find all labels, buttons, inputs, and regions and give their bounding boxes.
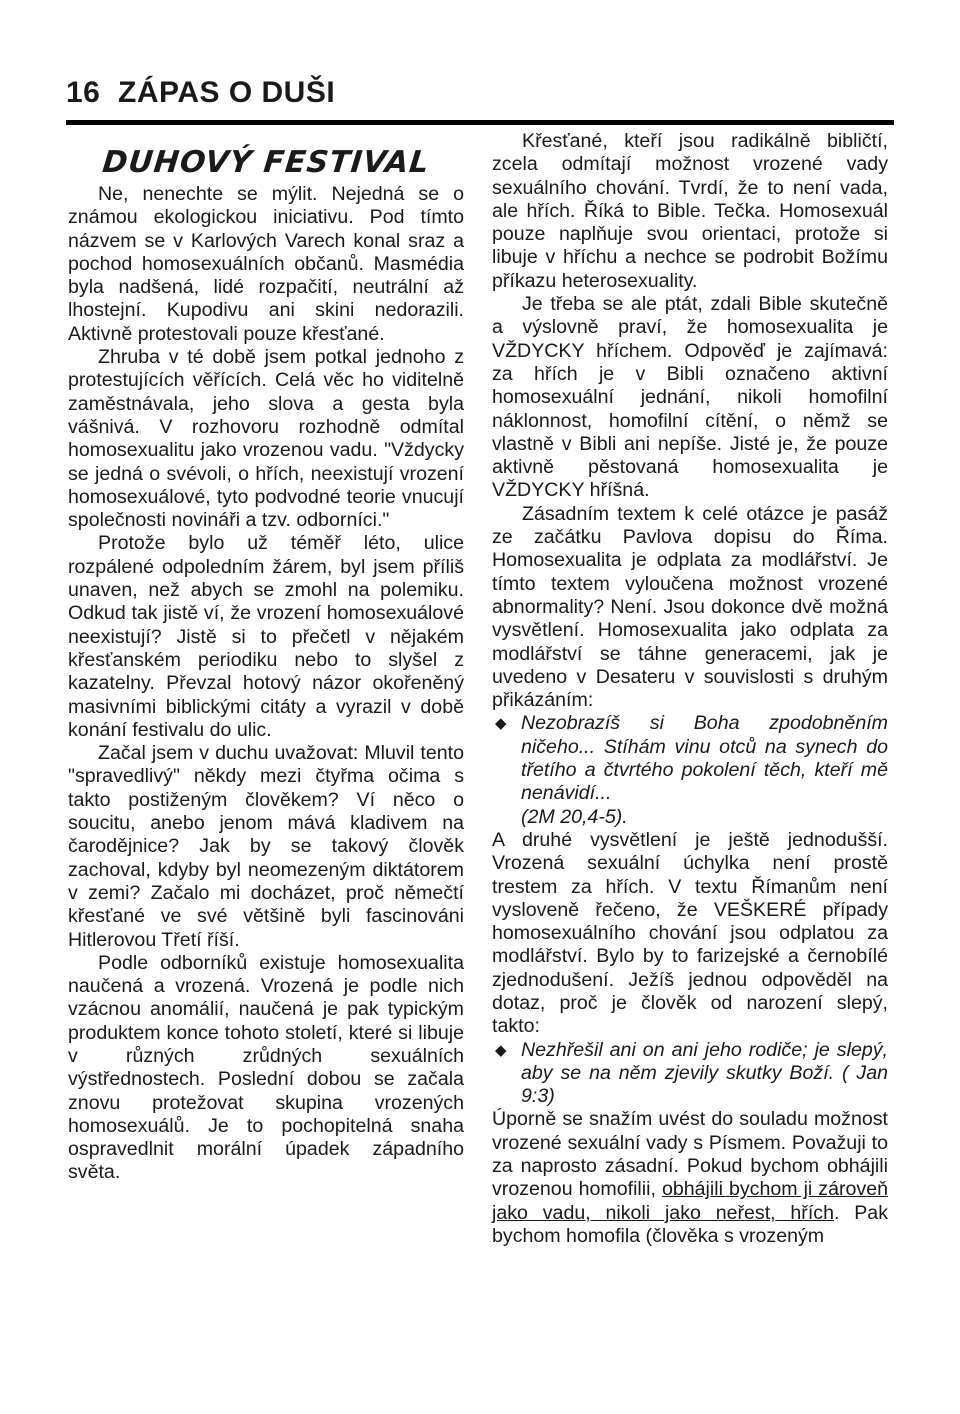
quote-text: Nezobrazíš si Boha zpodobněním ničeho... Stíhám vinu otců na synech do třetího a čtvrtého pokolení těch, kteří mě nenávidí... bbox=[521, 712, 888, 805]
section-title: ZÁPAS O DUŠI bbox=[118, 76, 336, 109]
right-column bbox=[492, 130, 888, 1248]
running-header bbox=[66, 76, 335, 110]
paragraph: Zásadním textem k celé otázce je pasáž ze začátku Pavlova dopisu do Říma. Homosexualita je odplata za modlářství. Je tímto textem vyloučena možnost vrozené abnormality? Není. Jsou dokonce dvě možná vysvětlení. Homosexualita jako odplata za modlářství se táhne generacemi, jak je uvedeno v Desateru v souvislosti s druhým přikázáním: bbox=[492, 502, 888, 712]
paragraph: Podle odborníků existuje homosexualita naučená a vrozená. Vrozená je podle nich vzácnou anomálií, naučená je pak typickým produktem konce tohoto století, které si libuje v různých zrůdných sexuálních výstřednostech. Poslední dobou se začala znovu protežovat skupina vrozených homosexuálů. Je to pochopitelná snaha ospravedlnit morální úpadek západního světa. bbox=[68, 951, 464, 1184]
paragraph bbox=[492, 1108, 888, 1248]
paragraph: A druhé vysvětlení je ještě jednodušší. Vrozená sexuální úchylka není prostě trestem za hřích. V textu Římanům není vysloveně řečeno, že VEŠKERÉ případy homosexuálního chování jsou odplatou za modlářství. Bylo by to farizejské a černobílé zjednodušení. Ježíš jednou odpověděl na dotaz, proč je člověk od narození slepý, takto: bbox=[492, 828, 888, 1038]
paragraph: Je třeba se ale ptát, zdali Bible skutečně a výslovně praví, že homosexualita je VŽDYCKY hříchem. Odpověď je zajímavá: za hřích je v Bibli označeno aktivní homosexuální jednání, nikoli homofilní náklonnost, homofilní cítění, o němž se vlastně v Bibli ani nepíše. Jisté je, že pouze aktivně pěstovaná homosexualita je VŽDYCKY hříšná. bbox=[492, 293, 888, 502]
bible-quote bbox=[492, 712, 888, 828]
paragraph-text: . Pak bychom homofila (člověka s vrozeným bbox=[492, 1201, 888, 1247]
underlined-text: obhájili bychom ji zároveň jako vadu, nikoli jako neřest, hřích bbox=[492, 1178, 888, 1224]
paragraph-text: Úporně se snažím uvést do souladu možnost vrozené sexuální vady s Písmem. Považuji to za naprosto zásadní. Pokud bychom obhájili vrozenou homofilii, bbox=[492, 1108, 888, 1201]
paragraph: Křesťané, kteří jsou radikálně bibličtí, zcela odmítají možnost vrozené vady sexuálního chování. Tvrdí, že to není vada, ale hřích. Říká to Bible. Tečka. Homosexuál pouze naplňuje svou orientaci, protože si libuje v hříchu a nechce se podrobit Božímu příkazu heterosexuality. bbox=[492, 130, 888, 292]
diamond-bullet-icon: ◆ bbox=[495, 715, 507, 733]
quote-reference: ( Jan 9:3) bbox=[521, 1061, 889, 1108]
quote-text: Nezhřešil ani on ani jeho rodiče; je slepý, aby se na něm zjevily skutky Boží. bbox=[521, 1038, 888, 1084]
bible-quote bbox=[492, 1039, 888, 1109]
article-title: DUHOVÝ FESTIVAL bbox=[100, 145, 432, 180]
left-column bbox=[68, 130, 464, 1185]
page-number: 16 bbox=[66, 76, 101, 109]
quote-reference: (2M 20,4-5). bbox=[521, 805, 628, 828]
paragraph: Ne, nenechte se mýlit. Nejedná se o známou ekologickou iniciativu. Pod tímto názvem se v Karlových Varech konal sraz a pochod homosexuálních občanů. Masmédia byla nadšená, lidé rozpačití, neutrální až lhostejní. Kupodivu ani skini nedorazili. Aktivně protestovali pouze křesťané. bbox=[68, 183, 464, 345]
diamond-bullet-icon: ◆ bbox=[495, 1041, 507, 1059]
paragraph: Protože bylo už téměř léto, ulice rozpálené odpoledním žárem, byl jsem příliš unaven, než abych se zmohl na polemiku. Odkud tak jistě ví, že vrození homosexuálové neexistují? Jistě si to přečetl v nějakém křesťanském periodiku nebo to slyšel z kazatelny. Převzal hotový názor okořeněný masivními biblickými citáty a vyrazil v době konání festivalu do ulic. bbox=[68, 532, 464, 741]
paragraph: Zhruba v té době jsem potkal jednoho z protestujících věřících. Celá věc ho viditelně zaměstnávala, jeho slova a gesta byla vášnivá. V rozhovoru rozhodně odmítal homosexualitu jako vrozenou vadu. "Vždycky se jedná o svévoli, o hřích, neexistují vrození homosexuálové, tyto podvodné teorie vnucují společnosti novináři a tzv. odborníci." bbox=[68, 346, 464, 532]
header-rule bbox=[66, 120, 894, 125]
paragraph: Začal jsem v duchu uvažovat: Mluvil tento "spravedlivý" někdy mezi čtyřma očima s takto postiženým člověkem? Ví něco o soucitu, anebo jenom mává kladivem na čarodějnice? Jak by se takový člověk zachoval, kdyby byl neomezeným diktátorem v zemi? Začalo mi docházet, proč němečtí křesťané ve své většině byli fascinováni Hitlerovou Třetí říší. bbox=[68, 742, 464, 951]
